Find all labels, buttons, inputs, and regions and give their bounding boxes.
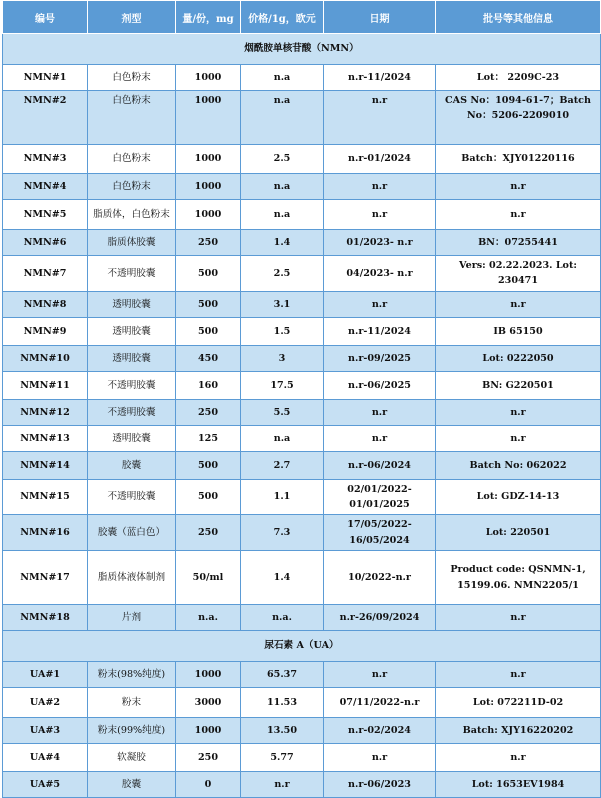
row-form-cell: 不透明胶囊 xyxy=(88,479,176,515)
table-row xyxy=(3,399,601,425)
row-date-cell: n.r-06/2023 xyxy=(324,772,436,798)
row-id-cell: NMN#13 xyxy=(3,425,88,451)
row-batch-cell: n.r xyxy=(436,744,601,772)
row-qty-cell: 1000 xyxy=(176,174,241,200)
row-batch-cell: Batch: XJY16220202 xyxy=(436,718,601,744)
table-row xyxy=(3,371,601,399)
row-form-cell: 脂质体液体制剂 xyxy=(88,551,176,605)
row-qty-cell: 250 xyxy=(176,515,241,551)
row-date-cell: 01/2023- n.r xyxy=(324,230,436,256)
row-batch-cell: Lot: GDZ-14-13 xyxy=(436,479,601,515)
row-form-cell: 白色粉末 xyxy=(88,145,176,174)
row-price-cell: 1.4 xyxy=(241,230,324,256)
header-form: 剂型 xyxy=(88,1,176,34)
row-qty-cell: 50/ml xyxy=(176,551,241,605)
row-date-cell: n.r xyxy=(324,200,436,230)
row-batch-cell: Lot： 2209C-23 xyxy=(436,65,601,91)
row-id-cell: NMN#8 xyxy=(3,291,88,317)
row-price-cell: 11.53 xyxy=(241,688,324,718)
header-row xyxy=(3,1,601,34)
row-batch-cell: BN: G220501 xyxy=(436,371,601,399)
table-header xyxy=(3,1,601,34)
row-price-cell: n.a xyxy=(241,174,324,200)
row-date-cell: n.r xyxy=(324,662,436,688)
table-row xyxy=(3,515,601,551)
row-price-cell: 17.5 xyxy=(241,371,324,399)
row-qty-cell: 1000 xyxy=(176,200,241,230)
row-qty-cell: 0 xyxy=(176,772,241,798)
row-id-cell: NMN#4 xyxy=(3,174,88,200)
row-price-cell: n.a xyxy=(241,91,324,145)
table-row xyxy=(3,200,601,230)
row-id-cell: NMN#5 xyxy=(3,200,88,230)
row-batch-cell: Lot: 220501 xyxy=(436,515,601,551)
row-date-cell: n.r-11/2024 xyxy=(324,317,436,345)
row-id-cell: UA#2 xyxy=(3,688,88,718)
table-body xyxy=(3,34,601,798)
row-form-cell: 白色粉末 xyxy=(88,91,176,145)
row-date-cell: n.r xyxy=(324,91,436,145)
table-row xyxy=(3,772,601,798)
row-form-cell: 白色粉末 xyxy=(88,65,176,91)
row-qty-cell: 250 xyxy=(176,230,241,256)
row-price-cell: 1.5 xyxy=(241,317,324,345)
row-date-cell: 02/01/2022-01/01/2025 xyxy=(324,479,436,515)
table-row xyxy=(3,605,601,631)
row-price-cell: 7.3 xyxy=(241,515,324,551)
table-row xyxy=(3,479,601,515)
row-form-cell: 粉末(99%纯度) xyxy=(88,718,176,744)
row-date-cell: n.r-02/2024 xyxy=(324,718,436,744)
row-date-cell: n.r-06/2024 xyxy=(324,451,436,479)
row-batch-cell: n.r xyxy=(436,174,601,200)
row-batch-cell: BN：07255441 xyxy=(436,230,601,256)
table-row xyxy=(3,744,601,772)
row-form-cell: 白色粉末 xyxy=(88,174,176,200)
row-batch-cell: Lot: 0222050 xyxy=(436,345,601,371)
section-title: 烟酰胺单核苷酸（NMN） xyxy=(3,34,601,65)
row-date-cell: n.r-01/2024 xyxy=(324,145,436,174)
row-date-cell: 04/2023- n.r xyxy=(324,256,436,292)
row-price-cell: 2.5 xyxy=(241,145,324,174)
row-qty-cell: 500 xyxy=(176,291,241,317)
row-form-cell: 胶囊 xyxy=(88,451,176,479)
header-date: 日期 xyxy=(324,1,436,34)
row-id-cell: NMN#3 xyxy=(3,145,88,174)
row-batch-cell: Batch：XJY01220116 xyxy=(436,145,601,174)
row-price-cell: 3 xyxy=(241,345,324,371)
row-price-cell: 13.50 xyxy=(241,718,324,744)
table-row xyxy=(3,174,601,200)
row-form-cell: 粉末 xyxy=(88,688,176,718)
table-row xyxy=(3,718,601,744)
row-form-cell: 不透明胶囊 xyxy=(88,399,176,425)
row-batch-cell: Lot: 1653EV1984 xyxy=(436,772,601,798)
row-form-cell: 透明胶囊 xyxy=(88,317,176,345)
row-date-cell: n.r-06/2025 xyxy=(324,371,436,399)
row-date-cell: n.r-09/2025 xyxy=(324,345,436,371)
row-batch-cell: Vers: 02.22.2023. Lot: 230471 xyxy=(436,256,601,292)
table-row xyxy=(3,345,601,371)
table-row xyxy=(3,425,601,451)
header-id: 编号 xyxy=(3,1,88,34)
section-row xyxy=(3,34,601,65)
row-qty-cell: 1000 xyxy=(176,145,241,174)
row-id-cell: NMN#7 xyxy=(3,256,88,292)
row-form-cell: 软凝胶 xyxy=(88,744,176,772)
row-date-cell: 17/05/2022-16/05/2024 xyxy=(324,515,436,551)
row-id-cell: NMN#12 xyxy=(3,399,88,425)
header-batch: 批号等其他信息 xyxy=(436,1,601,34)
row-date-cell: n.r xyxy=(324,174,436,200)
row-batch-cell: n.r xyxy=(436,200,601,230)
table-row xyxy=(3,451,601,479)
row-id-cell: NMN#17 xyxy=(3,551,88,605)
row-id-cell: UA#3 xyxy=(3,718,88,744)
row-qty-cell: 500 xyxy=(176,479,241,515)
table-row xyxy=(3,551,601,605)
row-qty-cell: 500 xyxy=(176,256,241,292)
product-table-container xyxy=(2,0,600,798)
row-price-cell: 1.1 xyxy=(241,479,324,515)
row-form-cell: 透明胶囊 xyxy=(88,345,176,371)
row-form-cell: 不透明胶囊 xyxy=(88,256,176,292)
product-table xyxy=(2,0,601,798)
row-id-cell: NMN#11 xyxy=(3,371,88,399)
row-batch-cell: n.r xyxy=(436,425,601,451)
table-row xyxy=(3,230,601,256)
row-form-cell: 透明胶囊 xyxy=(88,425,176,451)
row-qty-cell: 450 xyxy=(176,345,241,371)
row-date-cell: n.r xyxy=(324,425,436,451)
row-date-cell: n.r xyxy=(324,744,436,772)
row-price-cell: 3.1 xyxy=(241,291,324,317)
table-row xyxy=(3,65,601,91)
row-date-cell: 10/2022-n.r xyxy=(324,551,436,605)
row-id-cell: NMN#10 xyxy=(3,345,88,371)
row-id-cell: NMN#18 xyxy=(3,605,88,631)
row-price-cell: n.r xyxy=(241,772,324,798)
row-qty-cell: 1000 xyxy=(176,718,241,744)
table-row xyxy=(3,291,601,317)
row-qty-cell: 250 xyxy=(176,744,241,772)
row-batch-cell: Lot: 072211D-02 xyxy=(436,688,601,718)
row-qty-cell: 1000 xyxy=(176,662,241,688)
row-id-cell: UA#5 xyxy=(3,772,88,798)
row-id-cell: NMN#16 xyxy=(3,515,88,551)
row-form-cell: 透明胶囊 xyxy=(88,291,176,317)
row-form-cell: 胶囊 xyxy=(88,772,176,798)
row-qty-cell: 125 xyxy=(176,425,241,451)
row-id-cell: NMN#2 xyxy=(3,91,88,145)
row-qty-cell: 1000 xyxy=(176,91,241,145)
row-form-cell: 片剂 xyxy=(88,605,176,631)
row-date-cell: n.r xyxy=(324,399,436,425)
row-price-cell: 5.5 xyxy=(241,399,324,425)
row-price-cell: 2.7 xyxy=(241,451,324,479)
row-qty-cell: n.a. xyxy=(176,605,241,631)
row-price-cell: n.a xyxy=(241,425,324,451)
row-batch-cell: n.r xyxy=(436,662,601,688)
row-price-cell: n.a xyxy=(241,65,324,91)
row-id-cell: NMN#6 xyxy=(3,230,88,256)
table-row xyxy=(3,256,601,292)
row-form-cell: 脂质体胶囊 xyxy=(88,230,176,256)
row-qty-cell: 250 xyxy=(176,399,241,425)
row-id-cell: NMN#14 xyxy=(3,451,88,479)
row-form-cell: 粉末(98%纯度) xyxy=(88,662,176,688)
row-id-cell: NMN#9 xyxy=(3,317,88,345)
row-price-cell: 5.77 xyxy=(241,744,324,772)
row-price-cell: n.a xyxy=(241,200,324,230)
section-row xyxy=(3,631,601,662)
row-date-cell: 07/11/2022-n.r xyxy=(324,688,436,718)
header-price: 价格/1g，欧元 xyxy=(241,1,324,34)
row-qty-cell: 3000 xyxy=(176,688,241,718)
row-id-cell: UA#1 xyxy=(3,662,88,688)
row-batch-cell: n.r xyxy=(436,399,601,425)
row-form-cell: 胶囊（蓝白色） xyxy=(88,515,176,551)
row-price-cell: 1.4 xyxy=(241,551,324,605)
row-form-cell: 不透明胶囊 xyxy=(88,371,176,399)
table-row xyxy=(3,317,601,345)
row-date-cell: n.r-26/09/2024 xyxy=(324,605,436,631)
table-row xyxy=(3,145,601,174)
table-row xyxy=(3,688,601,718)
row-batch-cell: IB 65150 xyxy=(436,317,601,345)
row-id-cell: NMN#15 xyxy=(3,479,88,515)
row-date-cell: n.r xyxy=(324,291,436,317)
row-batch-cell: Product code: QSNMN-1, 15199.06. NMN2205/1 xyxy=(436,551,601,605)
row-batch-cell: CAS No：1094-61-7；Batch No：5206-2209010 xyxy=(436,91,601,145)
row-price-cell: 65.37 xyxy=(241,662,324,688)
section-title: 尿石素 A（UA） xyxy=(3,631,601,662)
row-qty-cell: 500 xyxy=(176,317,241,345)
header-qty: 量/份，mg xyxy=(176,1,241,34)
row-qty-cell: 1000 xyxy=(176,65,241,91)
row-price-cell: 2.5 xyxy=(241,256,324,292)
row-price-cell: n.a. xyxy=(241,605,324,631)
row-id-cell: NMN#1 xyxy=(3,65,88,91)
row-batch-cell: Batch No: 062022 xyxy=(436,451,601,479)
row-form-cell: 脂质体，白色粉末 xyxy=(88,200,176,230)
row-batch-cell: n.r xyxy=(436,291,601,317)
table-row xyxy=(3,91,601,145)
row-id-cell: UA#4 xyxy=(3,744,88,772)
row-batch-cell: n.r xyxy=(436,605,601,631)
row-qty-cell: 500 xyxy=(176,451,241,479)
row-date-cell: n.r-11/2024 xyxy=(324,65,436,91)
table-row xyxy=(3,662,601,688)
row-qty-cell: 160 xyxy=(176,371,241,399)
